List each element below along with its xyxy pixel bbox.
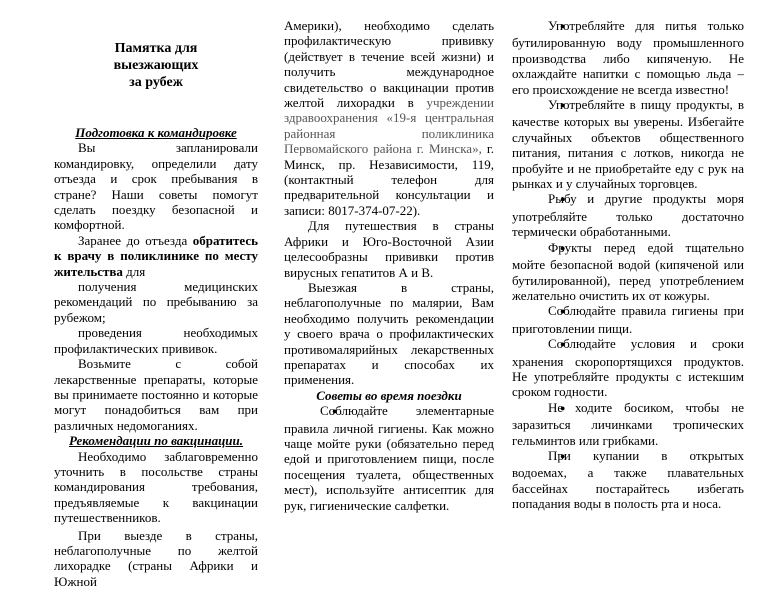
leaflet-title [54, 40, 258, 91]
travel-tip-barefoot: ● Не ходите босиком, чтобы не заразиться личинками тропических гельминтов или грибками. [512, 400, 744, 448]
travel-tip-water: ● Употребляйте для питья только бутилированную воду промышленного производства либо кипяченую. Не охлаждайте напитки с помощью льда – его происхождение не всегда известно! [512, 18, 744, 97]
preparation-heading: Подготовка к командировке [75, 125, 237, 140]
vaccination-paragraph-2-continued [284, 18, 494, 218]
doctor-visit-paragraph [54, 233, 258, 279]
vaccination-paragraph-1: Необходимо заблаговременно уточнить в посольстве страны командирования требования, предъявляемые к вакцинации путешественников. [54, 448, 258, 526]
leaflet-title-line-3: за рубеж [129, 75, 183, 90]
preparation-intro: Вы запланировали командировку, определили дату отъезда и срок пребывания в стране? Наши советы помогут сделать поездку безопасной и комфортной. [54, 140, 258, 233]
travel-tip-cooking: ● Соблюдайте правила гигиены при приготовлении пищи. [512, 303, 744, 336]
travel-tip-seafood: ● Рыбу и другие продукты моря употребляйте только достаточно термически обработанными. [512, 191, 744, 239]
doctor-visit-suffix: для [126, 263, 146, 279]
doctor-visit-bold: обратитесь к врачу в поликлинике по месту жительства [54, 232, 259, 279]
clinic-contact: г. Минск, пр. Независимости, 119, (контактный телефон для предварительной консультации и записи: 8017-374-07-22). [284, 141, 494, 218]
medicines-paragraph: Возьмите с собой лекарственные препараты, которые вы принимаете постоянно и которые могут понадобиться вам при различных недомоганиях. [54, 356, 258, 433]
travel-tip-storage: ● Соблюдайте условия и сроки хранения скоропортящихся продуктов. Не употребляйте продукты с истекшим сроком годности. [512, 336, 744, 400]
travel-tip-hygiene: ● Соблюдайте элементарные правила личной гигиены. Как можно чаще мойте руки (обязательно перед едой и приготовлением пищи, после посещения туалета, общественных мест), используйте антисептик для рук, гигиенические салфетки. [284, 403, 494, 513]
preparation-item-1: получения медицинских рекомендаций по пребыванию за рубежом; [54, 279, 258, 325]
column-3 [512, 18, 744, 512]
column-1 [54, 40, 258, 589]
preparation-item-2: проведения необходимых профилактических прививок. [54, 325, 258, 356]
doctor-visit-prefix: Заранее до отъезда [78, 232, 188, 248]
leaflet-title-line-2: выезжающих [113, 58, 199, 73]
yellow-fever-text: Америки), необходимо сделать профилактическую прививку (действует в течение всей жизни) и получить международное свидетельство о вакцинации против желтой лихорадки в [284, 18, 494, 111]
travel-tip-swimming: ● При купании в открытых водоемах, а также плавательных бассейнах постарайтесь избегать попадания воды в полость рта и носа. [512, 448, 744, 512]
hepatitis-paragraph: Для путешествия в страны Африки и Юго-Восточной Азии целесообразны прививки против вирусных гепатитов А и В. [284, 218, 494, 280]
travel-tip-food: ● Употребляйте в пищу продукты, в качестве которых вы уверены. Избегайте случайных объектов общественного питания, питания с лотков, никогда не пробуйте и не приобретайте еду с рук на рынках и у случайных торговцев. [512, 97, 744, 191]
vaccination-heading: Рекомендации по вакцинации. [68, 433, 244, 449]
vaccination-paragraph-2-start: При выезде в страны, неблагополучные по желтой лихорадке (страны Африки и Южной [54, 527, 258, 589]
travel-tip-fruits: ● Фрукты перед едой тщательно мойте безопасной водой (кипяченой или бутилированной), перед употреблением желательно очистить их от кожуры. [512, 240, 744, 304]
clinic-name: учреждении здравоохранения «19-я центральная районная поликлиника Первомайского района г. Минска», [284, 95, 495, 157]
malaria-paragraph: Выезжая в страны, неблагополучные по малярии, Вам необходимо получить рекомендации у своего врача о профилактических противомалярийных лекарственных препаратах и способах их применения. [284, 279, 494, 388]
leaflet-title-line-1: Памятка для [114, 41, 198, 56]
travel-tips-heading: Советы во время поездки [316, 387, 462, 403]
column-2 [284, 18, 494, 513]
